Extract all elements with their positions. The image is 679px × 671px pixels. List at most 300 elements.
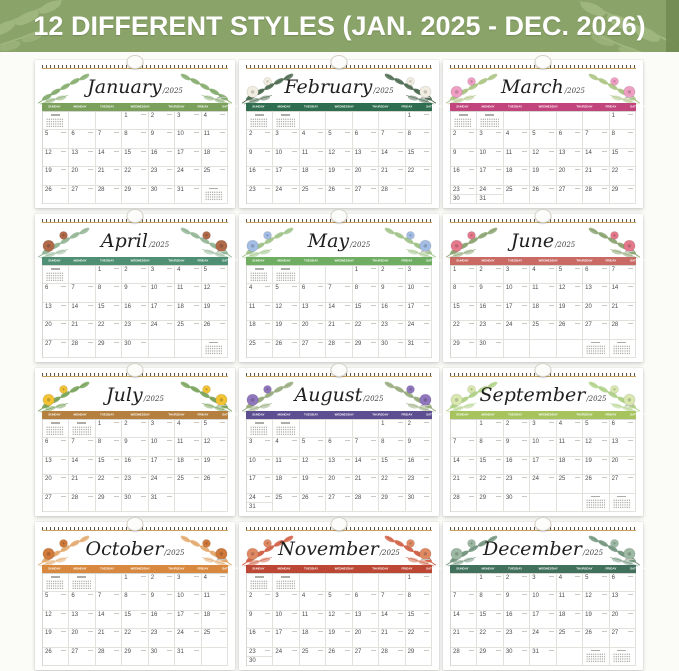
date-number: 25 [249,340,256,347]
cell-dash [424,594,429,595]
date-cell [43,186,69,204]
cell-dash [292,286,297,287]
date-cell [610,130,636,148]
date-number: 10 [407,285,415,292]
cell-dash [628,323,633,324]
cell-dash [345,305,350,306]
cell-dash [371,169,376,170]
date-cell [583,438,609,456]
cell-dash [265,151,270,152]
cell-dash [194,151,199,152]
weekday-label: SUNDAY [252,105,265,109]
date-number: 10 [249,457,256,464]
cell-dash [167,323,172,324]
date-cell [379,475,405,493]
date-number: 26 [328,648,335,655]
date-number: 25 [203,168,211,175]
date-cell [610,592,636,610]
weekday-label: SUNDAY [48,259,61,263]
date-cell [379,149,405,167]
cell-dash [220,459,225,460]
date-cell [583,284,609,302]
date-number: 17 [150,457,158,464]
date-number: 18 [532,303,539,310]
weekday-label: WEDNESDAY [538,259,558,263]
month-name: June [510,230,555,252]
cell-dash [292,613,297,614]
date-cell [149,149,175,167]
date-cell [247,321,273,339]
date-cell [610,611,636,629]
date-cell [557,186,583,204]
date-cell [69,186,95,204]
date-number: 13 [585,285,592,292]
date-number: 5 [585,575,589,581]
weekday-label: THURSDAY [371,567,389,571]
date-number: 1 [97,421,102,427]
cell-dash [265,286,270,287]
date-cell [43,574,69,592]
date-number: 15 [124,149,131,156]
date-number: 3 [532,575,536,581]
date-number: 15 [381,457,388,464]
date-cell [583,475,609,493]
date-cell [326,611,352,629]
date-cell [247,648,273,666]
date-cell [122,112,148,130]
date-cell [477,303,503,321]
mini-calendar [250,422,268,435]
date-cell [43,611,69,629]
date-cell [175,321,201,339]
date-number: 16 [249,630,256,637]
cell-dash [265,305,270,306]
date-number: 4 [301,131,306,138]
date-cell [96,266,122,284]
cell-dash [61,650,66,651]
date-number: 2 [124,267,128,273]
month-title [239,76,439,98]
date-number: 13 [71,149,79,156]
calendar-january [35,60,239,208]
date-number: 23 [150,630,158,637]
split-date-cell [477,194,502,203]
year-label: /2025 [363,395,384,403]
date-number: 6 [354,131,359,138]
weekday-label: TUESDAY [303,413,319,417]
split-date-cell [451,194,476,203]
cell-dash [398,650,403,651]
month-title [443,384,643,406]
date-cell [477,629,503,647]
date-number: 27 [71,186,79,193]
date-cell [247,494,273,512]
date-number: 6 [301,285,306,292]
date-number: 24 [177,168,184,175]
date-number: 22 [611,168,619,175]
date-number: 19 [203,303,211,310]
date-number: 17 [177,611,184,618]
date-cell [273,149,299,167]
cell-dash [469,440,474,441]
date-number: 14 [97,611,105,618]
date-cell [557,130,583,148]
cell-dash [318,496,323,497]
weekday-label: SATURDAY [426,567,443,571]
date-cell [43,457,69,475]
date-cell [583,167,609,185]
date-number: 3 [532,421,536,427]
date-number: 12 [275,303,283,310]
year-label: /2025 [564,87,585,95]
date-number: 25 [177,322,184,329]
date-number: 18 [203,149,211,156]
date-cell [326,574,352,592]
date-number: 30 [505,648,513,655]
cell-dash [371,286,376,287]
date-cell [247,574,273,592]
cell-dash [496,286,501,287]
date-number: 21 [611,303,619,310]
weekday-label: THURSDAY [167,567,185,571]
date-cell [247,475,273,493]
weekday-label: MONDAY [73,259,87,263]
date-number: 12 [532,149,539,156]
date-number: 21 [453,476,460,483]
cell-dash [496,576,501,577]
cell-dash [194,613,199,614]
date-cell [557,303,583,321]
weekday-label: SUNDAY [456,413,469,417]
date-cell [300,340,326,358]
cell-dash [602,188,607,189]
date-number: 22 [97,476,105,483]
date-cell [149,494,175,512]
date-cell [379,438,405,456]
cell-dash [469,188,474,189]
date-number: 3 [177,113,181,119]
date-number: 4 [177,421,181,427]
cell-dash [265,440,270,441]
cell-dash [220,169,225,170]
cell-dash [318,440,323,441]
date-cell [326,438,352,456]
date-cell [43,340,69,358]
weekday-label: FRIDAY [197,567,209,571]
weekday-label: WEDNESDAY [334,413,354,417]
date-cell [69,574,95,592]
date-number: 1 [407,575,411,581]
date-cell [379,611,405,629]
mini-calendar [46,114,64,127]
date-number: 27 [558,186,566,193]
cell-dash [371,188,376,189]
cell-dash [522,459,527,460]
date-cell [557,494,583,512]
date-number: 9 [150,593,155,600]
date-cell [43,284,69,302]
cell-dash [114,631,119,632]
date-number: 18 [177,303,184,310]
date-cell [273,592,299,610]
date-cell [96,629,122,647]
cell-dash [167,576,172,577]
split-date-cell [247,656,272,665]
date-cell [326,340,352,358]
date-number: 20 [611,457,619,464]
cell-dash [167,613,172,614]
date-number: 10 [275,611,283,618]
date-cell [530,475,556,493]
date-number: 23 [249,648,256,655]
cell-dash [424,576,429,577]
date-cell [530,266,556,284]
date-number: 7 [71,285,75,292]
weekday-label: FRIDAY [197,105,209,109]
date-cell [273,303,299,321]
date-cell [583,186,609,204]
date-number: 27 [301,340,309,347]
mini-calendar [46,422,64,435]
cell-dash [496,440,501,441]
date-number: 9 [249,149,253,156]
cell-dash [628,286,633,287]
date-cell [69,167,95,185]
date-number: 11 [505,149,513,156]
date-number: 23 [505,476,513,483]
date-number: 26 [532,186,539,193]
weekday-label: SATURDAY [222,413,239,417]
date-cell [610,321,636,339]
cell-dash [398,496,403,497]
date-cell [96,340,122,358]
date-number: 1 [453,267,457,273]
date-cell [96,648,122,666]
date-cell [583,321,609,339]
date-number: 12 [328,149,335,156]
cell-dash [141,576,146,577]
date-number: 11 [249,303,256,310]
weekday-label: WEDNESDAY [130,259,150,263]
weekday-label: FRIDAY [197,259,209,263]
month-name: October [85,538,164,560]
cell-dash [61,169,66,170]
date-cell [202,112,228,130]
cell-dash [496,631,501,632]
cell-dash [167,305,172,306]
weekday-label: MONDAY [277,567,291,571]
cell-dash [398,594,403,595]
cell-dash [194,286,199,287]
date-number: 30 [453,196,460,203]
date-number: 6 [328,439,332,446]
cell-dash [141,440,146,441]
date-number: 23 [150,168,158,175]
cell-dash [194,594,199,595]
weekday-bar [450,565,647,573]
weekday-label: SATURDAY [222,567,239,571]
month-title [35,76,235,98]
cell-dash [141,496,146,497]
weekday-label: MONDAY [481,105,495,109]
date-cell [69,266,95,284]
date-cell [406,266,432,284]
date-cell [353,629,379,647]
date-number: 30 [505,494,513,501]
hanging-hook [535,209,552,223]
date-number: 7 [453,593,457,600]
date-cell [379,167,405,185]
cell-dash [141,342,146,343]
date-cell [610,186,636,204]
calendar-june [443,214,647,362]
cell-dash [628,132,633,133]
weekday-label: TUESDAY [303,259,319,263]
cell-dash [345,188,350,189]
date-number: 25 [505,186,513,193]
date-cell [477,321,503,339]
date-cell [175,438,201,456]
date-cell [122,284,148,302]
date-cell [300,648,326,666]
date-cell [247,284,273,302]
date-number: 13 [611,593,619,600]
cell-dash [88,188,93,189]
hanging-hook [127,517,144,531]
cell-dash [220,323,225,324]
date-number: 23 [453,186,460,193]
cell-dash [167,286,172,287]
year-label: /2025 [148,241,170,249]
date-cell [175,494,201,512]
date-grid [450,573,636,666]
date-cell [477,457,503,475]
date-cell [69,321,95,339]
weekday-bar [246,565,443,573]
date-cell [353,186,379,204]
weekday-label: SATURDAY [222,105,239,109]
cell-dash [167,268,172,269]
date-grid [246,265,432,358]
date-cell [379,284,405,302]
date-cell [530,303,556,321]
cell-dash [469,594,474,595]
date-number: 23 [124,322,131,329]
date-number: 1 [124,113,128,119]
date-number: 22 [124,168,131,175]
date-number: 20 [354,168,362,175]
date-cell [406,186,432,204]
cell-dash [345,169,350,170]
date-cell [610,438,636,456]
date-number: 15 [479,457,487,464]
date-cell [300,457,326,475]
date-cell [96,303,122,321]
date-cell [69,494,95,512]
weekday-label: MONDAY [277,259,291,263]
cell-dash [424,114,429,115]
year-label: /2025 [379,549,400,557]
cell-dash [628,576,633,577]
cell-dash [628,188,633,189]
cell-dash [398,440,403,441]
weekday-label: MONDAY [73,567,87,571]
date-cell [300,438,326,456]
date-number: 25 [532,322,539,329]
cell-dash [522,477,527,478]
cell-dash [424,496,429,497]
date-cell [451,475,477,493]
cell-dash [345,459,350,460]
weekday-bar [246,411,443,419]
cell-dash [522,440,527,441]
date-cell [610,340,636,358]
date-number: 6 [611,575,615,581]
date-cell [43,149,69,167]
date-number: 31 [249,504,256,511]
cell-dash [88,650,93,651]
date-number: 25 [301,648,309,655]
date-cell [273,321,299,339]
date-cell [96,592,122,610]
date-cell [504,574,530,592]
date-cell [175,130,201,148]
date-cell [273,629,299,647]
date-cell [175,592,201,610]
date-cell [202,592,228,610]
date-number: 2 [407,421,411,427]
cell-dash [575,132,580,133]
date-number: 30 [150,648,158,655]
date-number: 4 [505,131,510,138]
cell-dash [265,169,270,170]
date-number: 23 [249,186,256,193]
cell-dash [345,631,350,632]
cell-dash [469,151,474,152]
date-number: 12 [585,593,592,600]
date-number: 22 [381,476,388,483]
date-cell [379,186,405,204]
date-number: 16 [124,303,131,310]
cell-dash [628,422,633,423]
date-cell [406,592,432,610]
date-number: 10 [150,285,158,292]
date-number: 27 [45,340,52,347]
weekday-label: THURSDAY [371,413,389,417]
cell-dash [424,268,429,269]
date-cell [557,648,583,666]
mini-calendar [46,268,64,281]
date-cell [43,648,69,666]
weekday-label: TUESDAY [507,413,523,417]
cell-dash [628,440,633,441]
cell-dash [549,132,554,133]
date-cell [353,648,379,666]
cell-dash [114,286,119,287]
date-cell [477,167,503,185]
mini-calendar [586,496,604,509]
date-number: 16 [150,611,158,618]
cell-dash [522,496,527,497]
date-number: 12 [301,457,309,464]
cell-dash [114,305,119,306]
cell-dash [88,496,93,497]
date-cell [122,592,148,610]
date-number: 5 [275,285,279,292]
cell-dash [522,422,527,423]
cell-dash [469,268,474,269]
cell-dash [141,422,146,423]
